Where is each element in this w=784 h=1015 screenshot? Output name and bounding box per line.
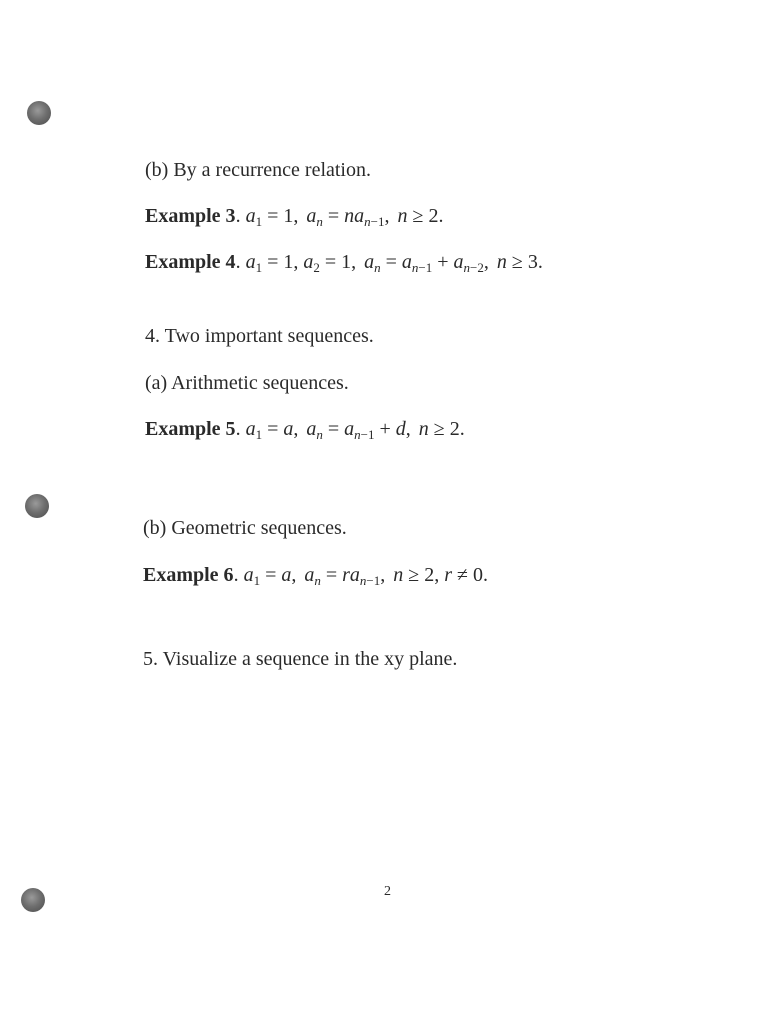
arithmetic-heading [145,370,349,396]
example-6-label: Example 6 [143,564,234,586]
punch-hole-top [27,101,51,125]
punch-hole-middle [25,494,49,518]
recurrence-heading [145,157,371,183]
example-4-formula: $a_1 = 1$, $a_2 = 1$, $a_n = a_{n-1} + a_{n-2}$, n ≥ 3. [245,251,543,275]
geometric-heading-text: (b) Geometric sequences. [143,517,347,539]
recurrence-heading-text: (b) By a recurrence relation. [145,159,371,181]
example-5: Example 5. $a_1 = a$, $a_n = a_{n-1} + d$, n ≥ 2. [145,418,465,442]
section-5-heading-text: 5. Visualize a sequence in the xy plane. [143,648,458,670]
example-5-label: Example 5 [145,418,236,440]
example-6-formula: $a_1 = a$, $a_n = ra_{n-1}$, n ≥ 2, r ≠ 0. [243,564,489,588]
punch-hole-bottom [21,888,45,912]
section-5-heading [143,646,457,672]
example-4: Example 4. $a_1 = 1$, $a_2 = 1$, $a_n = a_{n-1} + a_{n-2}$, n ≥ 3. [145,251,543,275]
section-4-heading-text: 4. Two important sequences. [145,325,374,347]
example-4-label: Example 4 [145,251,236,273]
example-3-formula: $a_1 = 1$, $a_n = na_{n-1}$, n ≥ 2. [245,205,444,229]
page-number: 2 [384,884,391,899]
example-5-formula: $a_1 = a$, $a_n = a_{n-1} + d$, n ≥ 2. [245,418,465,442]
geometric-heading [143,515,347,541]
example-6: Example 6. $a_1 = a$, $a_n = ra_{n-1}$, n ≥ 2, r ≠ 0. [143,564,489,588]
section-4-heading [145,323,374,349]
arithmetic-heading-text: (a) Arithmetic sequences. [145,372,349,394]
example-3: Example 3. $a_1 = 1$, $a_n = na_{n-1}$, n ≥ 2. [145,205,444,229]
example-3-label: Example 3 [145,205,236,227]
